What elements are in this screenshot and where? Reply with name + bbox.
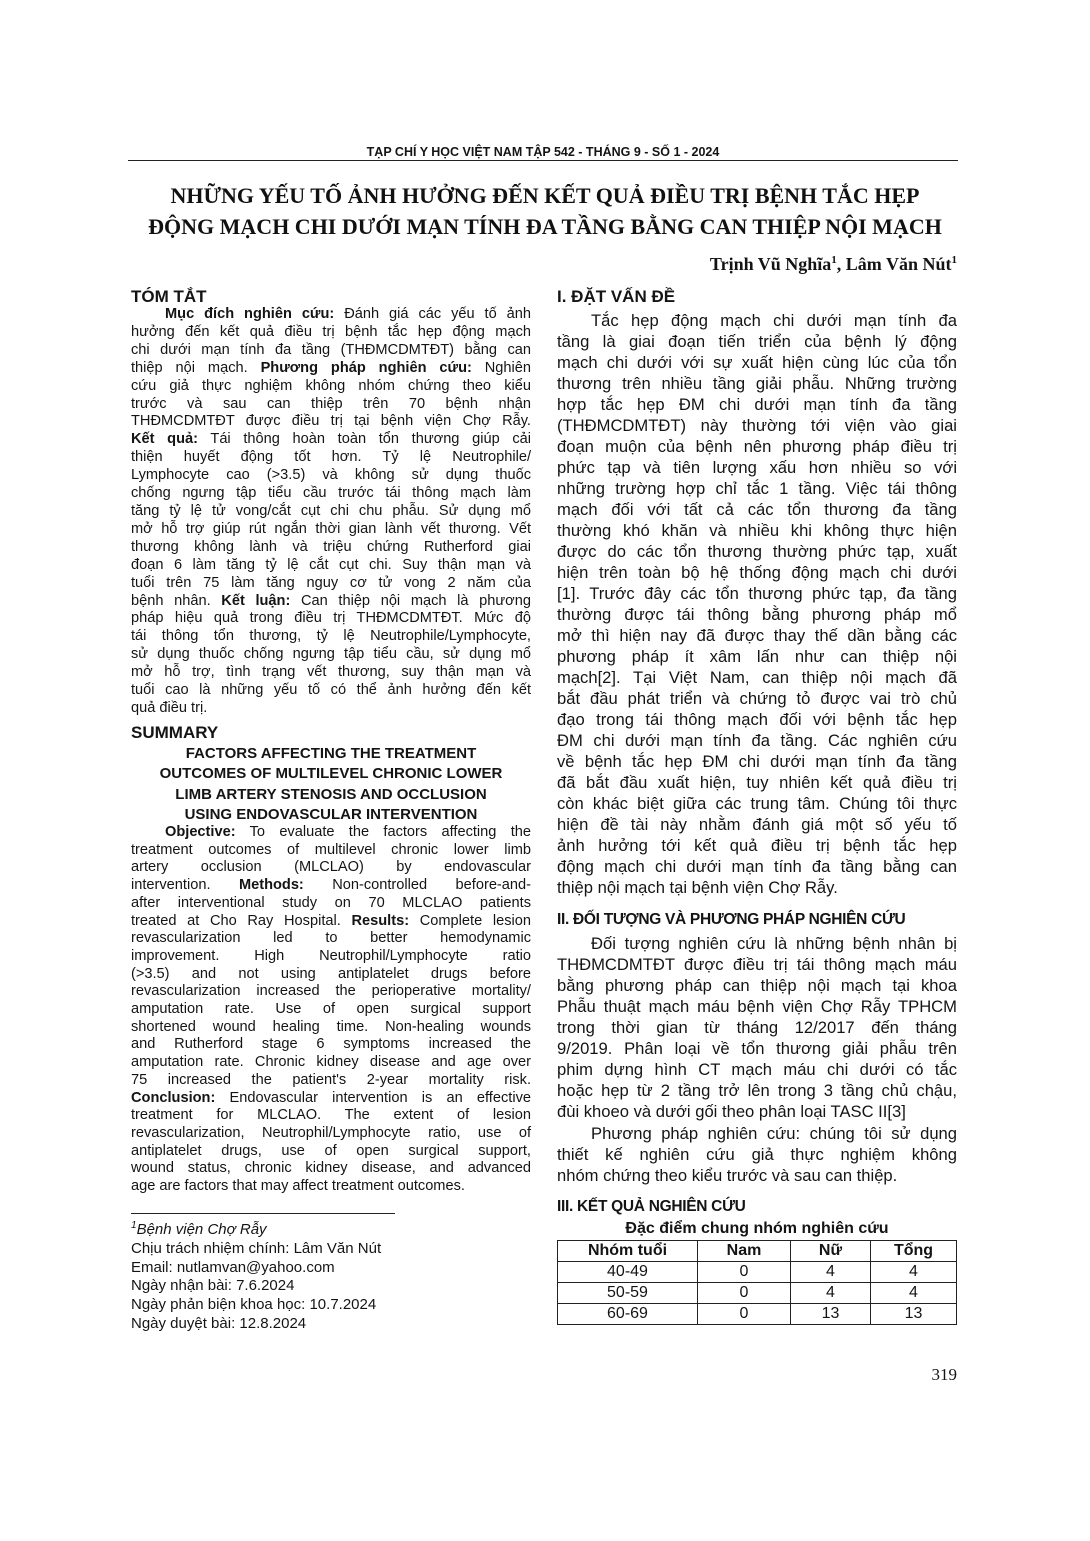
bold-lead-in: Phương pháp nghiên cứu:	[260, 359, 472, 376]
text-line	[131, 983, 531, 1001]
text-line	[557, 520, 957, 541]
text-line	[131, 1160, 531, 1178]
text-line	[131, 930, 531, 948]
text-run: hoặc hẹp từ 2 tầng trở lên trong 3 tầng chủ chậu,	[557, 1081, 957, 1101]
article-title-line-2: ĐỘNG MẠCH CHI DƯỚI MẠN TÍNH ĐA TẦNG BẰNG CAN THIỆP NỘI MẠCH	[148, 214, 942, 239]
text-line	[557, 1080, 957, 1101]
text-run: phương pháp ít xâm lấn như can thiệp nội	[557, 647, 957, 666]
table-cell: 13	[791, 1304, 871, 1325]
text-run: amputation rate. Use of open surgical support	[131, 1001, 531, 1018]
text-line	[557, 877, 957, 898]
author-separator: ,	[836, 254, 846, 274]
table-cell: 13	[871, 1304, 957, 1325]
study-group-table	[557, 1240, 957, 1325]
text-run: treatment outcomes of multilevel chronic lower limb	[131, 841, 531, 858]
text-run: bắt đầu phát triển và chứng tỏ được vai trò chủ	[557, 689, 957, 709]
author-name: Trịnh Vũ Nghĩa	[709, 254, 832, 274]
text-line	[557, 1101, 957, 1122]
text-run: THĐMCDMTĐT được điều trị tái thông mạch máu	[557, 954, 957, 974]
bold-lead-in: Conclusion:	[131, 1089, 216, 1106]
text-run: Tái thông hoàn toàn tổn thương giúp cải	[198, 431, 532, 448]
text-run: đạo trong tái thông mạch đối với bệnh tắc hẹp	[557, 710, 957, 730]
text-line	[131, 1054, 531, 1072]
text-line	[557, 730, 957, 751]
text-line	[131, 378, 531, 396]
text-line	[131, 449, 531, 467]
summary-title-line: USING ENDOVASCULAR INTERVENTION	[184, 805, 478, 823]
text-run: amputation rate. Chronic kidney disease and age over	[131, 1054, 531, 1071]
text-run: hưởng đến kết quả điều trị bệnh tắc hẹp động mạch	[131, 323, 531, 340]
text-line	[131, 628, 531, 646]
table-header-cell: Nam	[698, 1241, 791, 1262]
summary-title-line: LIMB ARTERY STENOSIS AND OCCLUSION	[175, 785, 487, 803]
author-affiliation-mark: 1	[951, 254, 957, 266]
text-line	[557, 583, 957, 604]
text-line	[557, 394, 957, 415]
table-cell: 0	[698, 1283, 791, 1304]
article-title	[110, 180, 980, 242]
text-run: bằng phương pháp can thiệp nội mạch tại khoa	[557, 975, 957, 995]
text-run: treated at Cho Ray Hospital.	[131, 912, 352, 929]
text-run: chống ngưng tập tiểu cầu trước tái thông mạch làm	[131, 485, 531, 502]
text-line	[557, 1059, 957, 1080]
text-line	[557, 1123, 957, 1144]
text-line	[131, 431, 531, 449]
text-line	[557, 478, 957, 499]
bold-lead-in: Results:	[351, 912, 410, 929]
text-run: trong thời gian từ tháng 12/2017 đến tháng	[557, 1017, 957, 1037]
text-line	[131, 948, 531, 966]
text-line	[131, 842, 531, 860]
text-line	[557, 541, 957, 562]
text-line	[131, 877, 531, 895]
table-header-cell: Nhóm tuổi	[558, 1241, 698, 1262]
section-2-heading: II. ĐỐI TƯỢNG VÀ PHƯƠNG PHÁP NGHIÊN CỨU	[557, 911, 906, 928]
text-run: thường khó khăn và nhiều khi không thực hiện	[557, 520, 957, 540]
text-line	[131, 700, 531, 718]
text-line	[557, 331, 957, 352]
text-run: tuổi trên 75 làm tăng nguy cơ tử vong 2 năm của	[131, 574, 531, 591]
text-run: ĐM chi dưới mạn tính đa tầng. Các nghiên cứu	[557, 731, 957, 751]
footnote-email: Email: nutlamvan@yahoo.com	[131, 1258, 335, 1276]
text-line	[131, 521, 531, 539]
text-line	[131, 1090, 531, 1108]
table-cell: 60-69	[558, 1304, 698, 1325]
text-run: THĐMCDMTĐT được điều trị tại bệnh viện Chợ Rẫy.	[131, 413, 531, 430]
text-line	[131, 1019, 531, 1037]
table-header-cell: Tổng	[871, 1241, 957, 1262]
text-line	[131, 1125, 531, 1143]
text-run: Complete lesion	[409, 912, 531, 929]
table-cell: 4	[871, 1283, 957, 1304]
text-line	[557, 688, 957, 709]
table-header-row	[558, 1241, 957, 1262]
table-row	[558, 1283, 957, 1304]
text-line	[131, 1036, 531, 1054]
table-cell: 0	[698, 1262, 791, 1283]
table-header-cell: Nữ	[791, 1241, 871, 1262]
text-line	[557, 625, 957, 646]
footnote-rule	[131, 1213, 395, 1214]
summary-title-line: FACTORS AFFECTING THE TREATMENT	[185, 745, 477, 762]
header-rule	[128, 160, 958, 161]
text-run: Tắc hẹp động mạch chi dưới mạn tính đa	[591, 310, 957, 330]
text-run: mở hỗ trợ giúp rút ngắn thời gian lành vết thương. Vết	[131, 520, 531, 537]
footnote-accepted-date: Ngày duyệt bài: 12.8.2024	[131, 1314, 307, 1332]
text-line	[557, 1038, 957, 1059]
text-line	[131, 859, 531, 877]
text-line	[131, 503, 531, 521]
text-run: những trường hợp chỉ tắc 1 tầng. Việc tái thông	[557, 478, 957, 498]
text-line	[131, 557, 531, 575]
text-line	[131, 324, 531, 342]
bold-lead-in: Objective:	[165, 824, 236, 840]
footnote-review-date: Ngày phản biện khoa học: 10.7.2024	[131, 1296, 377, 1314]
text-run: mở thì hiện nay đã được thay thế dần bằng các	[557, 625, 957, 645]
text-run: tái thông tổn thương, tỷ lệ Neutrophile/Lymphocyte,	[131, 628, 531, 645]
text-run: To evaluate the factors affecting the	[235, 824, 531, 840]
text-line	[131, 682, 531, 700]
text-run: thương không lành và triệu chứng Rutherford giai	[131, 538, 531, 555]
text-line	[131, 396, 531, 414]
text-line	[131, 610, 531, 628]
text-run: ảnh hưởng tới kết quả điều trị bệnh tắc hẹp	[557, 836, 957, 856]
text-run: treatment for MLCLAO. The extent of lesion	[131, 1107, 531, 1124]
table-caption: Đặc điểm chung nhóm nghiên cứu	[625, 1220, 889, 1237]
text-run: phức tạp và tiên lượng xấu hơn nhiều so với	[557, 457, 957, 477]
text-run: thiện huyết động tốt hơn. Tỷ lệ Neutrophile/	[131, 449, 531, 466]
page-number: 319	[931, 1365, 957, 1384]
text-run: cứu giả thực nghiệm không nhóm chứng theo kiểu	[131, 377, 531, 394]
text-run: Đánh giá các yếu tố ảnh	[334, 306, 532, 322]
table-cell: 4	[791, 1262, 871, 1283]
text-line	[557, 751, 957, 772]
text-run: hiện trên toàn bộ hệ thống động mạch chi dưới	[557, 562, 957, 582]
text-run: động mạch chi dưới mạn tính đa tầng bằng can	[557, 857, 957, 877]
text-line	[557, 310, 957, 331]
text-run: thiệp nội mạch.	[131, 359, 261, 376]
text-line	[131, 966, 531, 984]
text-run: trước và sau can thiệp trên 70 bệnh nhận	[131, 395, 531, 412]
author-name: Lâm Văn Nút	[845, 254, 952, 274]
text-run: đã bắt đầu xuất hiện, tuy nhiên kết quả điều trị	[557, 773, 957, 793]
text-line	[557, 415, 957, 436]
text-run: mạch đối với tất cả các tổn thương đa tầng	[557, 499, 957, 519]
text-run: age are factors that may affect treatment outcomes.	[131, 1178, 465, 1195]
summary-title	[131, 744, 531, 825]
summary-heading: SUMMARY	[131, 723, 219, 742]
text-run: tuổi cao là những yếu tố có thể ảnh hưởng đến kết	[131, 682, 531, 699]
text-line	[131, 824, 531, 842]
text-line	[557, 1165, 957, 1186]
text-run: artery occlusion (MLCLAO) by endovascular	[131, 859, 531, 876]
text-line	[557, 975, 957, 996]
text-run: Phẫu thuật mạch máu bệnh viện Chợ Rẫy TPHCM	[557, 996, 957, 1016]
text-run: pháp hiệu quả trong điều trị THĐMCDMTĐT. Mức độ	[131, 610, 531, 627]
text-run: shortened wound healing time. Non-healing wounds	[131, 1018, 531, 1035]
text-line	[557, 933, 957, 954]
article-title-line-1: NHỮNG YẾU TỐ ẢNH HƯỞNG ĐẾN KẾT QUẢ ĐIỀU TRỊ BỆNH TẮC HẸP	[170, 183, 920, 208]
text-line	[131, 913, 531, 931]
bold-lead-in: Kết quả:	[131, 431, 198, 448]
journal-running-header: TẠP CHÍ Y HỌC VIỆT NAM TẬP 542 - THÁNG 9 - SỐ 1 - 2024	[366, 145, 720, 159]
text-run: thường được tái thông bằng phương pháp mổ	[557, 604, 957, 624]
text-line	[131, 1001, 531, 1019]
text-line	[131, 593, 531, 611]
text-run: wound status, chronic kidney disease, and advanced	[131, 1160, 531, 1177]
text-run: (THĐMCDMTĐT) này thường tới viện vào giai	[557, 415, 957, 435]
text-run: mạch[2]. Tại Việt Nam, can thiệp nội mạch đã	[557, 668, 957, 688]
table-cell: 4	[871, 1262, 957, 1283]
section-2-paragraph-1	[557, 933, 957, 1123]
text-run: mở hỗ trợ, tình trạng vết thương, suy thận mạn và	[131, 664, 531, 681]
text-run: thiệp nội mạch tại bệnh viện Chợ Rẫy.	[557, 878, 838, 898]
text-run: phim dựng hình CT mạch máu chi dưới có tắc	[557, 1060, 957, 1080]
text-line	[557, 1144, 957, 1165]
table-cell: 50-59	[558, 1283, 698, 1304]
abstract-vi-body	[131, 306, 531, 718]
text-line	[131, 467, 531, 485]
text-run: revascularization increased the perioperative mortality/	[131, 983, 531, 1000]
text-run: quả điều trị.	[131, 699, 208, 716]
text-line	[131, 342, 531, 360]
text-line	[557, 856, 957, 877]
text-line	[131, 1143, 531, 1161]
text-line	[557, 814, 957, 835]
text-run: sử dụng thuốc chống ngưng tập tiểu cầu, sử dụng mổ	[131, 646, 531, 663]
text-run: antiplatelet drugs, use of open surgical support,	[131, 1142, 531, 1159]
text-run: nhóm chứng theo kiểu trước và sau can thiệp.	[557, 1165, 898, 1185]
text-run: Nghiên	[471, 359, 532, 376]
text-line	[557, 1017, 957, 1038]
text-run: Đối tượng nghiên cứu là những bệnh nhân bị	[591, 933, 957, 953]
text-line	[131, 895, 531, 913]
text-run: (>3.5) and not using antiplatelet drugs before	[131, 965, 531, 982]
footnote-mark: 1	[131, 1220, 137, 1231]
text-run: thiết kế nghiên cứu giả thực nghiệm không	[557, 1144, 957, 1164]
text-line	[131, 575, 531, 593]
text-line	[131, 539, 531, 557]
text-run: còn khác biệt giữa các trung tâm. Chúng tôi thực	[557, 794, 957, 814]
text-run: đùi khoeo và dưới gối theo phân loại TASC II[3]	[557, 1102, 906, 1122]
footnotes	[131, 1221, 531, 1334]
text-run: Lymphocyte cao (>3.5) và không sử dụng thuốc	[131, 467, 531, 484]
text-run: and Rutherford stage 6 symptoms increased the	[131, 1036, 531, 1053]
text-line	[557, 954, 957, 975]
footnote-affiliation-text: Bệnh viện Chợ Rẫy	[136, 1221, 267, 1238]
text-run: Endovascular intervention is an effective	[215, 1089, 531, 1106]
bold-lead-in: Mục đích nghiên cứu:	[165, 306, 335, 322]
text-run: mạch chi dưới với sự xuất hiện cùng lúc của tổn	[557, 352, 957, 372]
summary-body	[131, 824, 531, 1196]
text-line	[557, 604, 957, 625]
abstract-vi-heading: TÓM TẮT	[131, 287, 207, 306]
summary-title-line: OUTCOMES OF MULTILEVEL CHRONIC LOWER	[159, 765, 503, 783]
text-run: after interventional study on 70 MLCLAO patients	[131, 894, 531, 911]
text-line	[557, 772, 957, 793]
author-affiliation-mark: 1	[831, 254, 837, 266]
table-row	[558, 1262, 957, 1283]
text-run: revascularization led to better hemodynamic	[131, 930, 531, 947]
text-line	[557, 436, 957, 457]
text-line	[557, 667, 957, 688]
text-line	[557, 352, 957, 373]
text-line	[557, 562, 957, 583]
footnote-affiliation	[131, 1221, 531, 1240]
text-line	[131, 1178, 531, 1196]
section-3-heading: III. KẾT QUẢ NGHIÊN CỨU	[557, 1198, 746, 1215]
text-line	[557, 457, 957, 478]
text-line	[131, 360, 531, 378]
text-run: 9/2019. Phân loại về tổn thương giải phẫu trên	[557, 1038, 957, 1058]
text-run: hiện đề tài này nhằm đánh giá một số yếu tố	[557, 815, 957, 835]
text-run: hợp tắc hẹp ĐM chi dưới mạn tính đa tầng	[557, 394, 957, 414]
text-line	[557, 793, 957, 814]
text-line	[557, 499, 957, 520]
text-run: bệnh nhân.	[131, 592, 222, 609]
text-line	[131, 306, 531, 324]
text-line	[131, 413, 531, 431]
text-run: Phương pháp nghiên cứu: chúng tôi sử dụng	[591, 1123, 957, 1143]
text-run: thương trên nhiều tầng giải phẫu. Những trường	[557, 373, 957, 393]
text-run: về bệnh tắc hẹp ĐM chi dưới mạn tính đa tầng	[557, 752, 957, 772]
text-run: revascularization, Neutrophil/Lymphocyte ratio, use of	[131, 1124, 531, 1141]
text-line	[557, 996, 957, 1017]
table-cell: 40-49	[558, 1262, 698, 1283]
bold-lead-in: Methods:	[238, 877, 304, 894]
text-run: chi dưới mạn tính đa tầng (THĐMCDMTĐT) bằng can	[131, 341, 531, 358]
section-1-heading: I. ĐẶT VẤN ĐỀ	[557, 287, 676, 306]
text-line	[557, 646, 957, 667]
text-line	[557, 373, 957, 394]
text-run: đoạn 6 làm tăng tỷ lệ cắt cụt chi. Suy thận mạn và	[131, 556, 531, 573]
table-row	[558, 1304, 957, 1325]
bold-lead-in: Kết luận:	[221, 592, 291, 609]
text-run: [1]. Trước đây các tổn thương phức tạp, đa tầng	[557, 583, 957, 603]
table-cell: 0	[698, 1304, 791, 1325]
text-line	[131, 1107, 531, 1125]
footnote-corresponding-author: Chịu trách nhiệm chính: Lâm Văn Nút	[131, 1239, 382, 1257]
text-line	[131, 664, 531, 682]
text-line	[131, 485, 531, 503]
author-list	[710, 252, 957, 276]
text-line	[131, 646, 531, 664]
text-run: Non-controlled before-and-	[303, 877, 532, 894]
text-run: Can thiệp nội mạch là phương	[290, 592, 531, 609]
text-run: 75 increased the patient's 2-year mortality risk.	[131, 1071, 531, 1088]
text-run: tầng là giai đoạn tiến triển của bệnh lý động	[557, 331, 957, 351]
footnote-received-date: Ngày nhận bài: 7.6.2024	[131, 1277, 295, 1295]
text-run: intervention.	[131, 877, 239, 894]
text-run: được do các tổn thương thường phức tạp, xuất	[557, 541, 957, 561]
section-2-paragraph-2	[557, 1123, 957, 1186]
text-line	[557, 835, 957, 856]
text-run: đoạn muộn của bệnh nên phương pháp điều trị	[557, 436, 957, 456]
table-cell: 4	[791, 1283, 871, 1304]
text-line	[131, 1072, 531, 1090]
section-1-paragraph	[557, 310, 957, 899]
text-line	[557, 709, 957, 730]
text-run: improvement. High Neutrophil/Lymphocyte ratio	[131, 947, 531, 964]
text-run: tăng tỷ lệ tử vong/cắt cụt chi chu phẫu. Sử dụng mổ	[131, 502, 531, 519]
